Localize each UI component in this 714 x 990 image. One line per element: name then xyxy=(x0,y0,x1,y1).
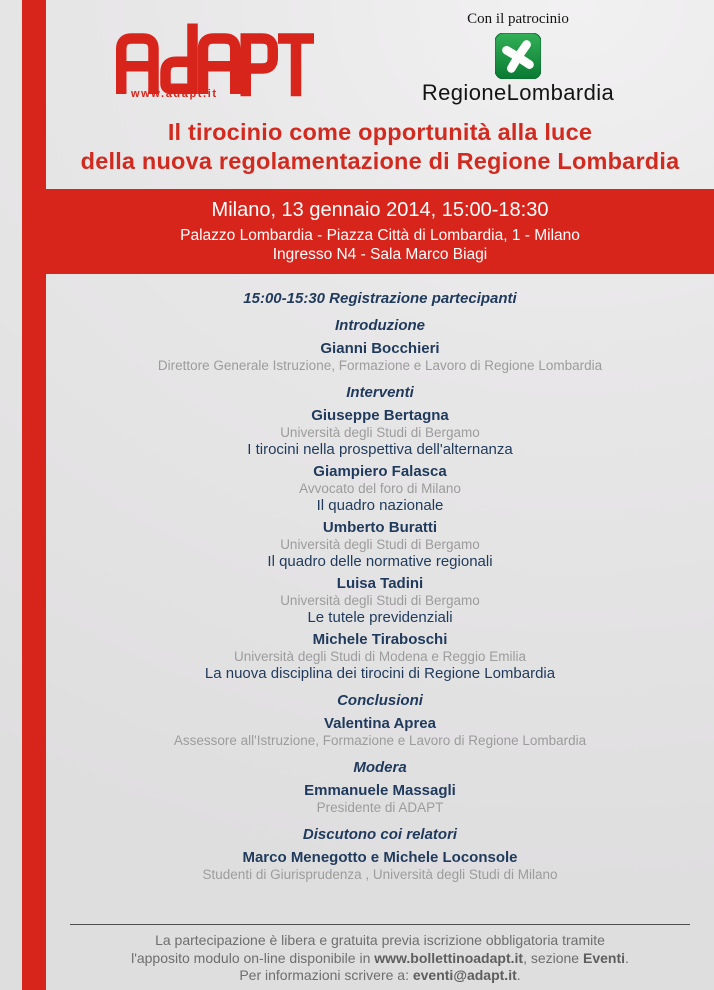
talk-title: La nuova disciplina dei tirocini di Regione Lombardia xyxy=(204,665,556,682)
program-entry xyxy=(46,782,714,816)
speaker-affiliation: Studenti di Giurisprudenza , Università degli Studi di Milano xyxy=(202,867,558,882)
speaker-name: Michele Tiraboschi xyxy=(312,631,448,648)
speaker-affiliation: Presidente di ADAPT xyxy=(316,800,444,815)
speaker-name: Emmanuele Massagli xyxy=(304,782,456,799)
adapt-logo xyxy=(110,22,335,104)
footer-line2-suffix: . xyxy=(625,949,629,966)
patronage-org: RegioneLombardia xyxy=(421,80,615,105)
patronage-label: Con il patrocinio xyxy=(467,11,569,27)
event-venue: Palazzo Lombardia - Piazza Città di Lombardia, 1 - Milano xyxy=(180,227,580,244)
talk-title: Le tutele previdenziali xyxy=(307,609,453,626)
section-heading: Modera xyxy=(353,759,407,776)
registration-line: 15:00-15:30 Registrazione partecipanti xyxy=(243,290,517,307)
footer xyxy=(46,924,714,985)
program-entry xyxy=(46,849,714,883)
program xyxy=(46,274,714,883)
talk-title: Il quadro delle normative regionali xyxy=(267,553,493,570)
footer-line3 xyxy=(46,967,714,985)
program-entry xyxy=(46,715,714,749)
program-entry xyxy=(46,340,714,374)
speaker-name: Giuseppe Bertagna xyxy=(311,407,449,424)
footer-line2-prefix: l'apposito modulo on-line disponibile in xyxy=(131,949,375,966)
footer-eventi-label: Eventi xyxy=(583,949,626,966)
speaker-name: Valentina Aprea xyxy=(324,715,436,732)
title-line1: Il tirocinio come opportunità alla luce xyxy=(167,119,593,145)
speaker-name: Marco Menegotto e Michele Loconsole xyxy=(242,849,518,866)
speaker-affiliation: Università degli Studi di Bergamo xyxy=(280,537,480,552)
talk-title: Il quadro nazionale xyxy=(316,497,444,514)
footer-line2-mid: , sezione xyxy=(523,949,583,966)
page-title xyxy=(72,118,688,176)
section-heading: Conclusioni xyxy=(337,692,423,709)
speaker-name: Giampiero Falasca xyxy=(313,463,447,480)
section-entries xyxy=(46,782,714,816)
program-section xyxy=(46,692,714,749)
section-heading: Interventi xyxy=(346,384,414,401)
footer-line3-suffix: . xyxy=(516,967,521,983)
section-entries xyxy=(46,715,714,749)
footer-divider xyxy=(70,924,690,925)
left-red-stripe xyxy=(22,0,46,990)
speaker-name: Luisa Tadini xyxy=(336,575,424,592)
event-room: Ingresso N4 - Sala Marco Biagi xyxy=(272,246,488,263)
footer-email: eventi@adapt.it xyxy=(412,967,517,983)
patronage-block xyxy=(398,10,638,105)
program-entry xyxy=(46,631,714,682)
flyer xyxy=(46,0,714,990)
speaker-name: Umberto Buratti xyxy=(322,519,438,536)
adapt-logo-url: www.adapt.it xyxy=(131,88,218,100)
speaker-affiliation: Università degli Studi di Bergamo xyxy=(280,593,480,608)
program-entry xyxy=(46,575,714,626)
speaker-affiliation: Avvocato del foro di Milano xyxy=(299,481,461,496)
header xyxy=(46,0,714,112)
program-section xyxy=(46,759,714,816)
footer-line3-prefix: Per informazioni scrivere a: xyxy=(239,967,413,983)
speaker-affiliation: Direttore Generale Istruzione, Formazione e Lavoro di Regione Lombardia xyxy=(157,358,603,373)
section-entries xyxy=(46,849,714,883)
section-entries xyxy=(46,407,714,682)
adapt-logo-icon xyxy=(110,22,320,97)
talk-title: I tirocini nella prospettiva dell'alternanza xyxy=(247,441,513,458)
event-datetime: Milano, 13 gennaio 2014, 15:00-18:30 xyxy=(211,199,549,221)
speaker-affiliation: Assessore all'Istruzione, Formazione e Lavoro di Regione Lombardia xyxy=(173,733,587,748)
section-entries xyxy=(46,340,714,374)
program-entry xyxy=(46,407,714,458)
title-line2: della nuova regolamentazione di Regione Lombardia xyxy=(80,148,680,174)
section-heading: Introduzione xyxy=(335,317,425,334)
program-sections xyxy=(46,317,714,883)
speaker-affiliation: Università degli Studi di Modena e Reggio Emilia xyxy=(234,649,526,664)
footer-site-url: www.bollettinoadapt.it xyxy=(374,949,524,966)
program-section xyxy=(46,826,714,883)
event-banner xyxy=(46,189,714,274)
footer-line1: La partecipazione è libera e gratuita previa iscrizione obbligatoria tramite xyxy=(155,932,605,948)
program-section xyxy=(46,384,714,682)
speaker-name: Gianni Bocchieri xyxy=(320,340,440,357)
rosa-camuna-icon xyxy=(495,33,541,79)
program-entry xyxy=(46,463,714,514)
speaker-affiliation: Università degli Studi di Bergamo xyxy=(280,425,480,440)
section-heading: Discutono coi relatori xyxy=(302,826,458,843)
program-entry xyxy=(46,519,714,570)
program-section xyxy=(46,317,714,374)
footer-line2 xyxy=(46,950,714,968)
